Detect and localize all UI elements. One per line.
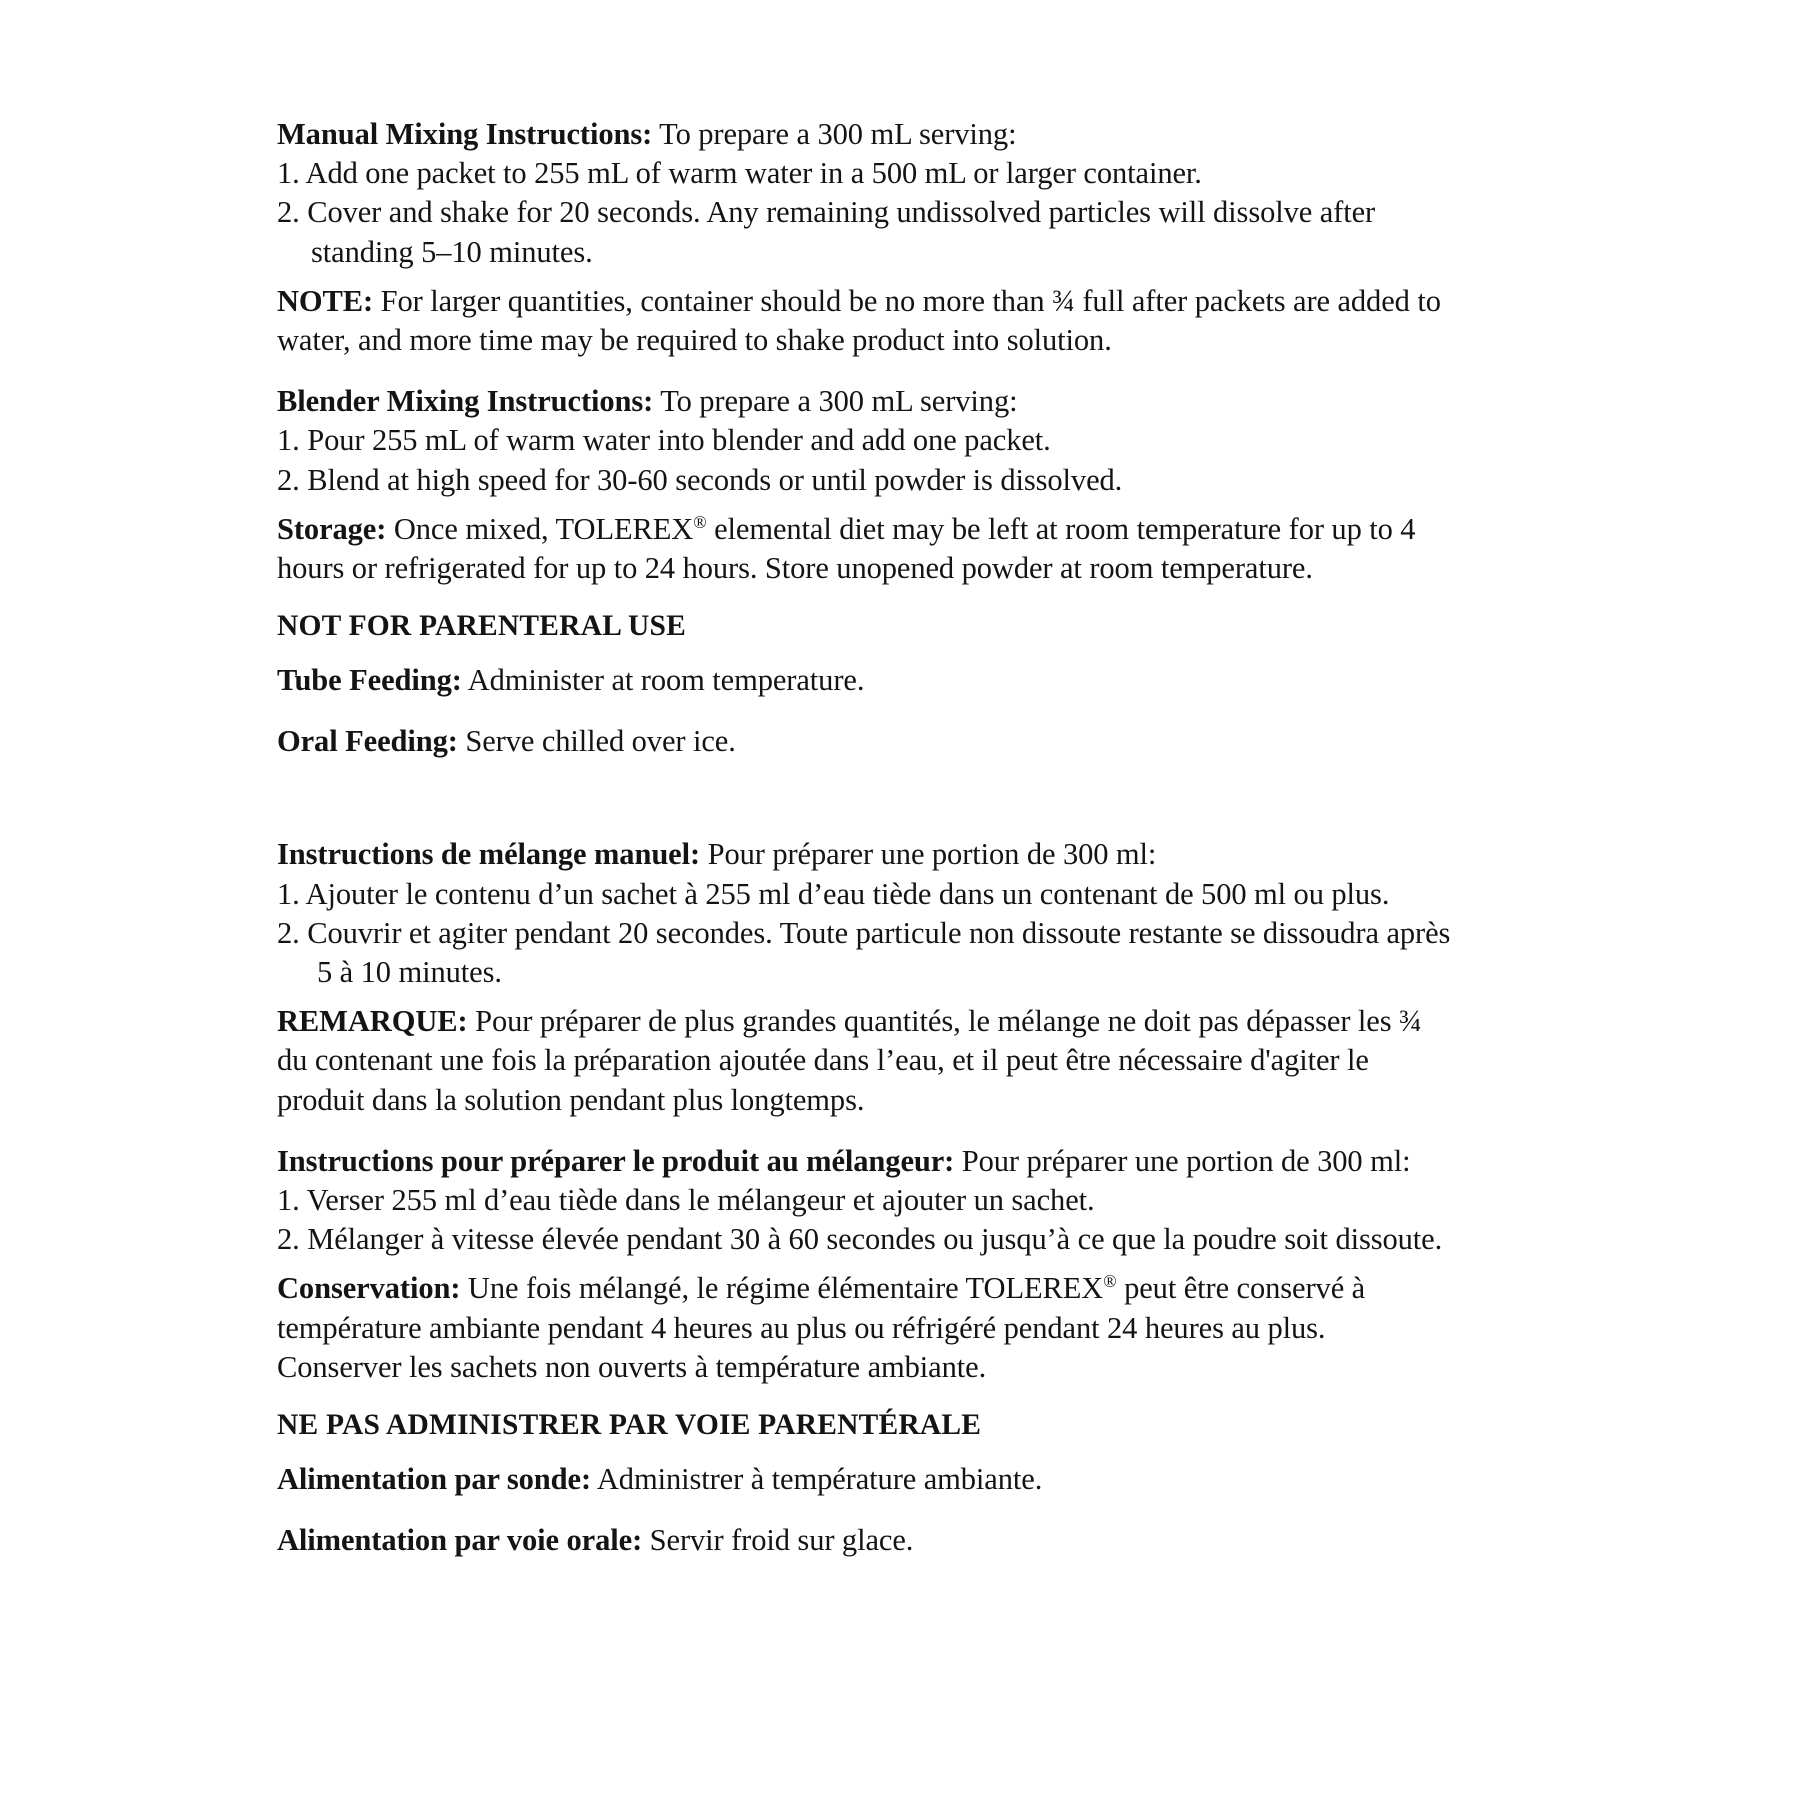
conservation-text-before: Une fois mélangé, le régime élémentaire TOLEREX [460,1271,1104,1306]
alimentation-orale-block [277,1521,1457,1560]
manual-mixing-heading-line [277,115,1457,154]
storage-block [277,510,1457,588]
note-block [277,282,1457,360]
tube-feeding-block [277,661,1457,700]
note-label: NOTE: [277,283,374,318]
alimentation-sonde-paragraph [277,1460,1457,1499]
manual-mixing-instructions-block [277,115,1457,272]
instructions-melange-manuel-label: Instructions de mélange manuel: [277,837,701,872]
manual-mixing-step-2: 2. Cover and shake for 20 seconds. Any remaining undissolved particles will dissolve after standing 5–10 minutes. [277,195,1376,269]
instructions-melangeur-step-2: 2. Mélanger à vitesse élevée pendant 30 à 60 secondes ou jusqu’à ce que la poudre soit dissoute. [277,1222,1443,1257]
alimentation-sonde-label: Alimentation par sonde: [277,1461,592,1496]
alimentation-orale-label: Alimentation par voie orale: [277,1523,643,1558]
remarque-block [277,1002,1457,1120]
instructions-melangeur-block [277,1142,1457,1260]
manual-mixing-intro: To prepare a 300 mL serving: [652,117,1017,151]
blender-mixing-intro: To prepare a 300 mL serving: [653,384,1018,419]
manual-mixing-step-1: 1. Add one packet to 255 mL of warm water in a 500 mL or larger container. [277,156,1202,191]
blender-mixing-step-2: 2. Blend at high speed for 30-60 seconds or until powder is dissolved. [277,462,1123,497]
storage-text-before: Once mixed, TOLEREX [386,511,694,546]
section-french [277,835,1457,1560]
instructions-melange-manuel-heading-line [277,835,1457,874]
instructions-melange-manuel-intro: Pour préparer une portion de 300 ml: [700,837,1157,872]
instructions-melangeur-heading-line [277,1142,1457,1181]
conservation-paragraph [277,1269,1457,1387]
instructions-melangeur-label: Instructions pour préparer le produit au mélangeur: [277,1143,955,1178]
note-paragraph [277,282,1457,360]
oral-feeding-block [277,722,1457,761]
conservation-text-after: peut être conservé à température ambiante pendant 4 heures au plus ou réfrigéré pendant 24 heures au plus. Conserver les sachets non ouverts à température ambiante. [277,1271,1366,1384]
storage-label: Storage: [277,511,387,546]
instructions-melange-manuel-step-2: 2. Couvrir et agiter pendant 20 secondes. Toute particule non dissoute restante se dissoudra après 5 à 10 minutes. [277,915,1451,989]
registered-trademark-icon: ® [693,511,707,532]
blender-mixing-heading-line [277,382,1457,421]
manual-mixing-label: Manual Mixing Instructions: [277,117,653,151]
storage-text-after: elemental diet may be left at room temperature for up to 4 hours or refrigerated for up to 24 hours. Store unopened powder at room temperature. [277,511,1416,585]
blender-mixing-instructions-block [277,382,1457,500]
ne-pas-administrer-heading: NE PAS ADMINISTRER PAR VOIE PARENTÉRALE [277,1408,982,1441]
instructions-melange-manuel-step-1: 1. Ajouter le contenu d’un sachet à 255 ml d’eau tiède dans un contenant de 500 ml ou plus. [277,876,1390,911]
alimentation-orale-text: Servir froid sur glace. [642,1523,914,1558]
oral-feeding-label: Oral Feeding: [277,724,458,759]
tube-feeding-label: Tube Feeding: [277,663,462,698]
section-english [277,115,1457,761]
section-divider [277,783,1457,835]
document-content [277,115,1457,1582]
alimentation-sonde-block [277,1460,1457,1499]
tube-feeding-paragraph [277,661,1457,700]
remarque-paragraph [277,1002,1457,1120]
oral-feeding-paragraph [277,722,1457,761]
oral-feeding-text: Serve chilled over ice. [457,724,736,759]
instructions-melangeur-step-1: 1. Verser 255 ml d’eau tiède dans le mélangeur et ajouter un sachet. [277,1182,1095,1217]
registered-trademark-icon-fr: ® [1103,1271,1117,1292]
alimentation-orale-paragraph [277,1521,1457,1560]
remarque-text: Pour préparer de plus grandes quantités, le mélange ne doit pas dépasser les ¾ du contenant une fois la préparation ajoutée dans l’eau, et il peut être nécessaire d'agiter le produit dans la solution pendant plus longtemps. [277,1004,1422,1117]
storage-paragraph [277,510,1457,588]
blender-mixing-label: Blender Mixing Instructions: [277,384,654,419]
conservation-label: Conservation: [277,1271,461,1306]
note-text: For larger quantities, container should be no more than ¾ full after packets are added to water, and more time may be required to shake product into solution. [277,283,1441,357]
blender-mixing-step-1: 1. Pour 255 mL of warm water into blender and add one packet. [277,423,1051,458]
remarque-label: REMARQUE: [277,1004,468,1039]
instructions-melange-manuel-block [277,835,1457,992]
instructions-melangeur-intro: Pour préparer une portion de 300 ml: [954,1143,1411,1178]
not-for-parenteral-use-heading: NOT FOR PARENTERAL USE [277,610,687,643]
conservation-block [277,1269,1457,1387]
tube-feeding-text: Administer at room temperature. [461,663,865,698]
alimentation-sonde-text: Administrer à température ambiante. [591,1461,1043,1496]
